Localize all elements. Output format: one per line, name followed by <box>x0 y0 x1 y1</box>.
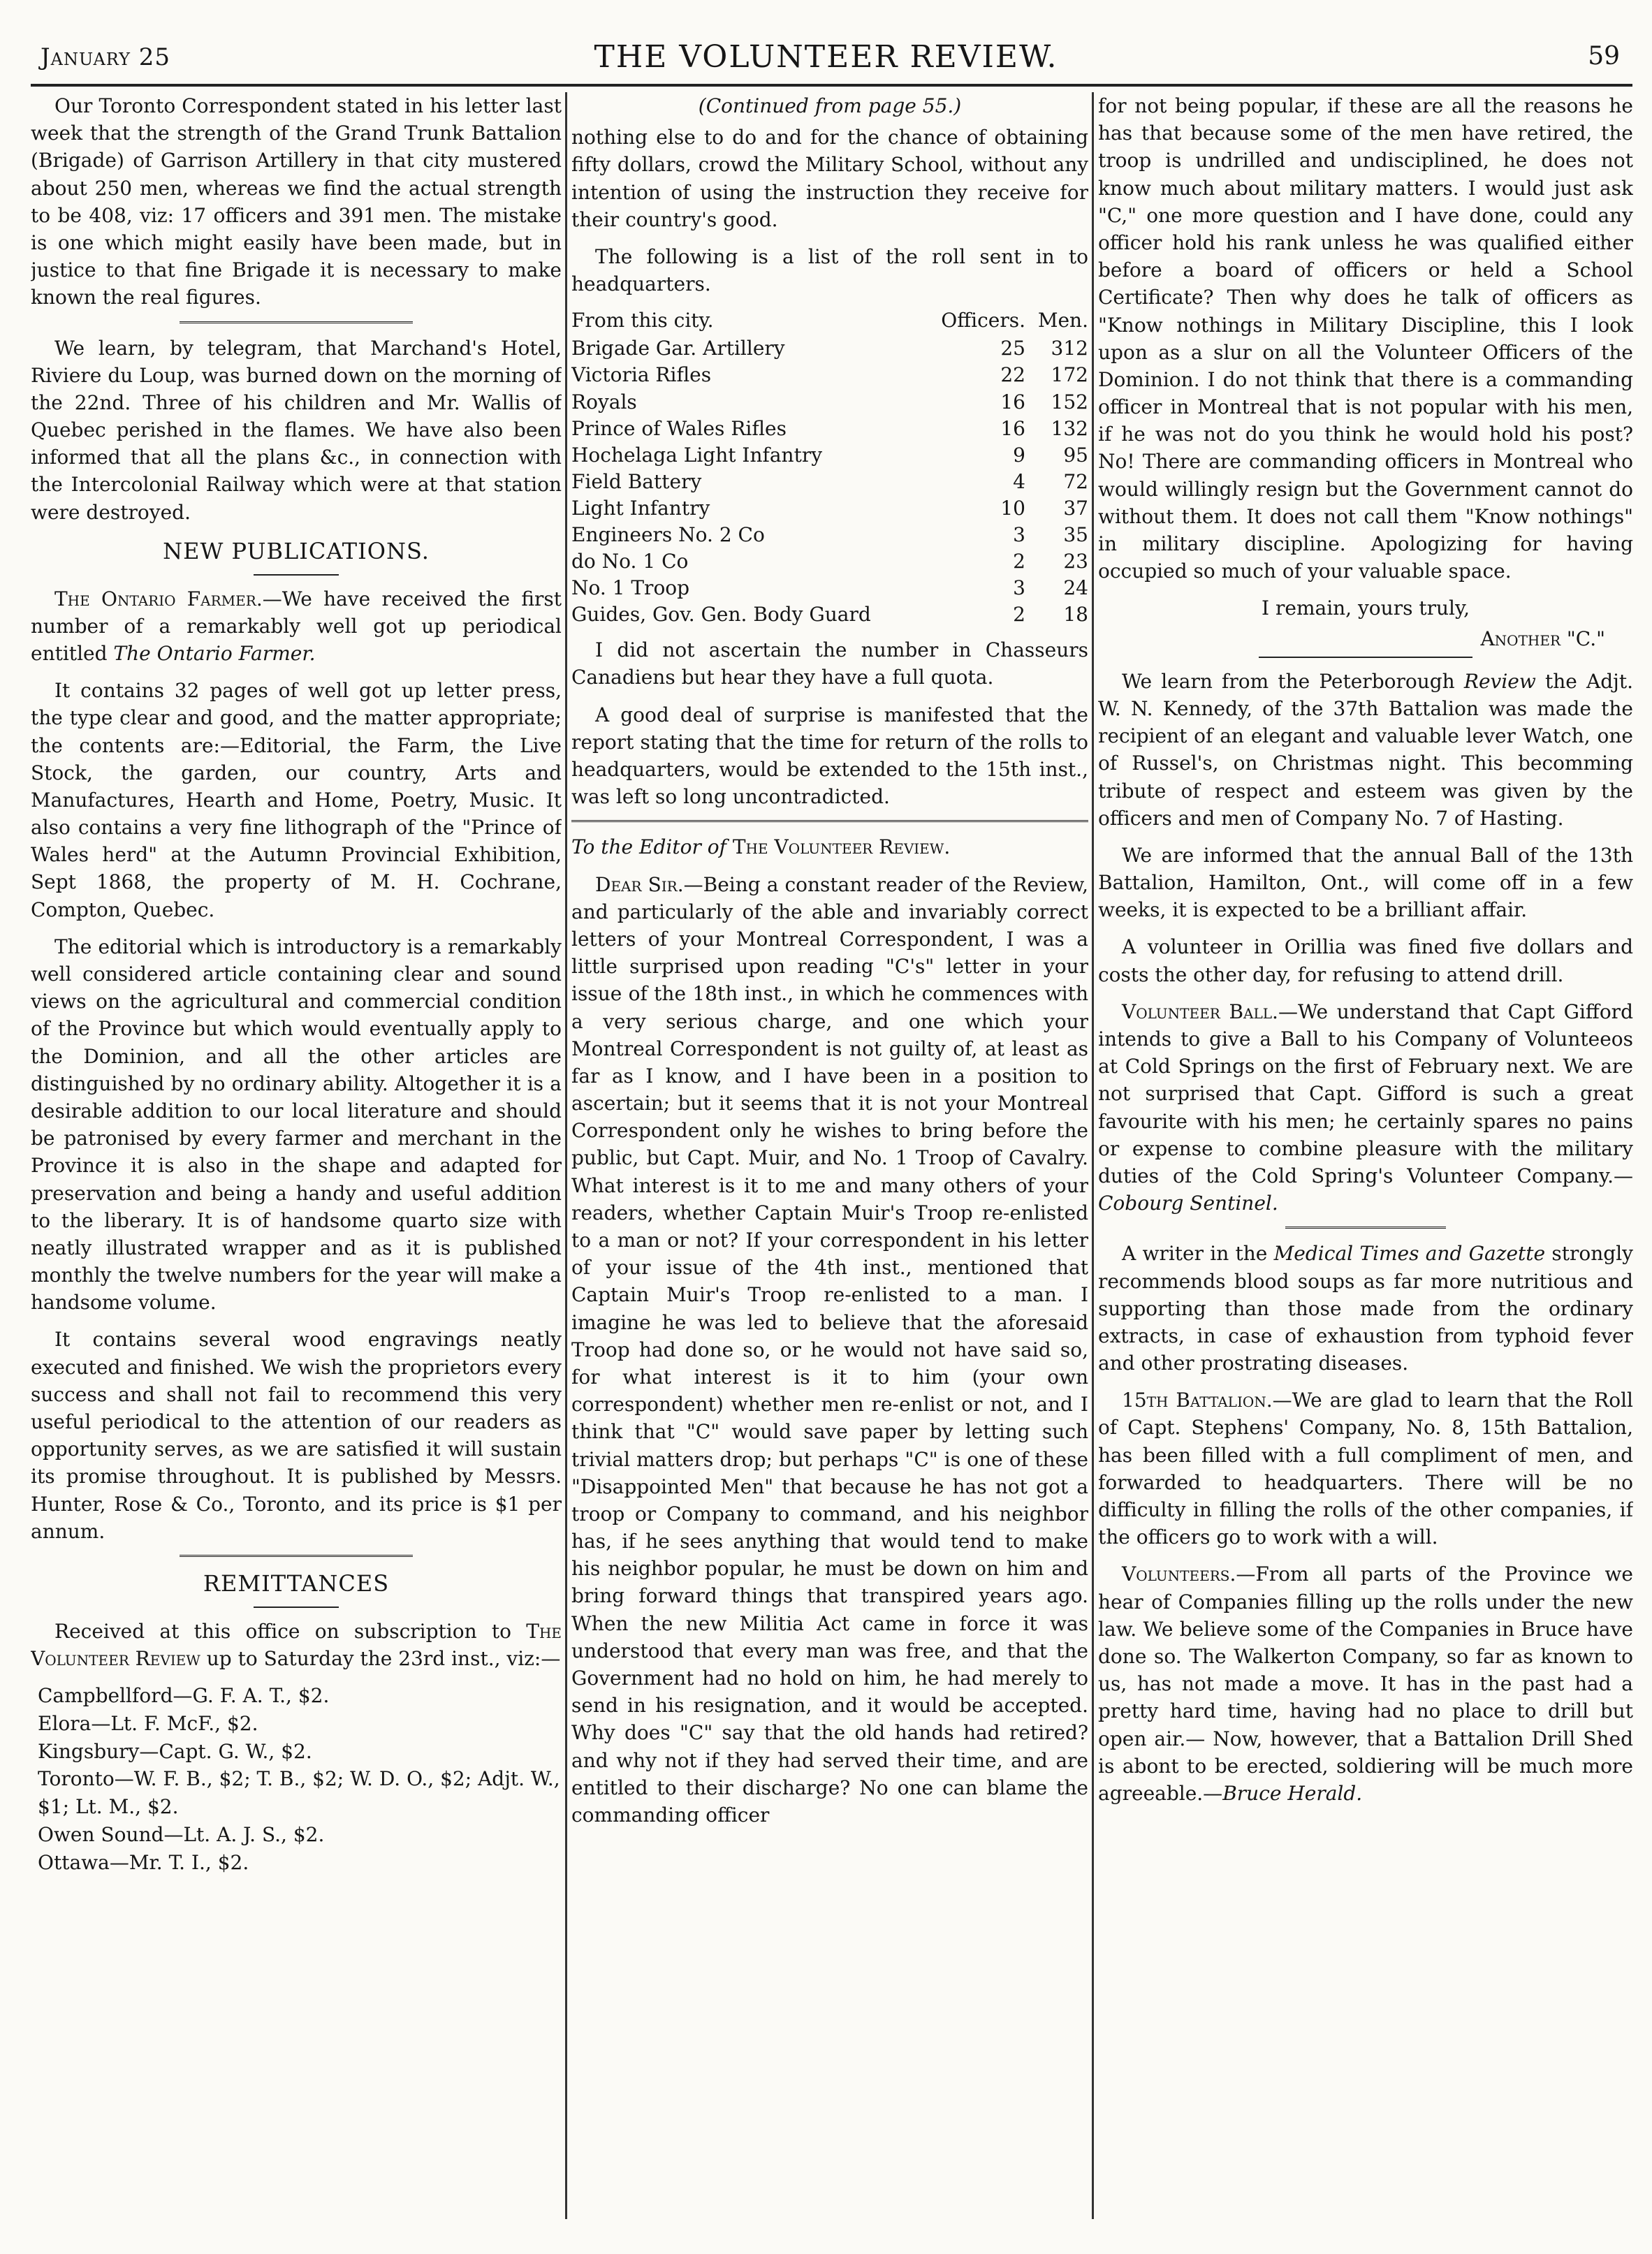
table-row: do No. 1 Co 2 23 <box>571 550 1088 573</box>
separator <box>254 1607 339 1608</box>
article-orillia: A volunteer in Orillia was fined five dollars and costs the other day, for refusing to attend drill. <box>1098 935 1633 986</box>
article-lead: Volunteer Ball. <box>1122 1000 1278 1023</box>
remittance-item: Kingsbury—Capt. G. W., $2. <box>38 1739 312 1763</box>
article-chasseurs: I did not ascertain the number in Chasseurs Canadiens but hear they have a full quota. <box>571 638 1088 689</box>
column-rule-1 <box>565 92 567 2219</box>
article-lead: The Ontario Farmer. <box>54 587 263 610</box>
roll-table <box>571 307 1088 628</box>
table-row: Guides, Gov. Gen. Body Guard 2 18 <box>571 603 1088 627</box>
issue-date: January 25 <box>41 43 171 71</box>
remittances-list <box>31 1682 562 1876</box>
table-row: Brigade Gar. Artillery 25 312 <box>571 337 1088 360</box>
table-row: Light Infantry 10 37 <box>571 496 1088 520</box>
table-row: Engineers No. 2 Co 3 35 <box>571 522 1088 546</box>
remittance-item: Owen Sound—Lt. A. J. S., $2. <box>38 1822 325 1846</box>
page-header <box>0 0 1652 77</box>
table-row: Field Battery 4 72 <box>571 469 1088 493</box>
column-rule-2 <box>1092 92 1094 2219</box>
article-surprise: A good deal of surprise is manifested that the report stating that the time for return of the rolls to headquarters, would be extended to the 15th inst., was left so long uncontradicted. <box>571 703 1088 809</box>
section-heading-remittances: REMITTANCES <box>203 1569 390 1597</box>
article-ball-13th: We are informed that the annual Ball of the 13th Battalion, Hamilton, Ont., will come off in a few weeks, it is expected to be a brilliant affair. <box>1098 843 1633 922</box>
table-row: Prince of Wales Rifles 16 132 <box>571 416 1088 440</box>
column-1 <box>31 92 562 2219</box>
column-3 <box>1098 92 1633 2219</box>
article-lead: Volunteers. <box>1122 1563 1236 1586</box>
letter-salutation: Dear Sir. <box>595 872 684 896</box>
article-farmer-contents: It contains 32 pages of well got up letter press, the type clear and good, and the matter appropriate; the contents are:—Editorial, the Farm, the Live Stock, the garden, our country, Arts and Manufactures, Hearth and Home, Poetry, Music. It also contains a very fine lithograph of the "Prince of Wales herd" at the Autumn Provincial Exhibition, Sept 1868, the property of M. H. Cochrane, Compton, Quebec. <box>31 679 562 921</box>
article-hotel-fire: We learn, by telegram, that Marchand's Hotel, Riviere du Loup, was burned down on the morning of the 22nd. Three of his children and Mr. Wallis of Quebec perished in the flames. We have also been informed that all the plans &c., in connection with the Intercolonial Railway which were at that station were destroyed. <box>31 336 562 524</box>
article-15th-battalion: 15th Battalion.—We are glad to learn that the Roll of Capt. Stephens' Company, No. 8, 15th Battalion, has been filled with a full compliment of men, and forwarded to headquarters. There will be no difficulty in filling the rolls of the other companies, if the officers go to work with a will. <box>1098 1389 1633 1549</box>
continued-note: (Continued from page 55.) <box>698 94 962 117</box>
table-header-row <box>571 307 1088 335</box>
letter-address: To the Editor of The Volunteer Review. <box>571 835 951 859</box>
column-2 <box>571 92 1088 2219</box>
separator <box>571 820 1088 824</box>
article-lead: 15th Battalion. <box>1122 1389 1273 1412</box>
article-toronto: Our Toronto Correspondent stated in his letter last week that the strength of the Grand Trunk Battalion (Brigade) of Garrison Artillery in that city mustered about 250 men, whereas we find the actual strength to be 408, viz: 17 officers and 391 men. The mistake is one which might easily have been made, but in justice to that fine Brigade it is necessary to make known the real figures. <box>31 94 562 309</box>
article-farmer-editorial: The editorial which is introductory is a remarkably well considered article containing clear and sound views on the agricultural and commercial condition of the Province but which would eventually apply to the Dominion, and all the other articles are distinguished by no ordinary ability. Altogether it is a desirable addition to our local literature and should be patronised by every farmer and merchant in the Province it is also in the shape and adapted for preservation and being a handy and useful addition to the liberary. It is of handsome quarto size with neatly illustrated wrapper and as it is published monthly the twelve numbers for the year will make a handsome volume. <box>31 935 562 1315</box>
article-volunteers: Volunteers.—From all parts of the Province we hear of Companies filling up the rolls under the new law. We believe some of the Companies in Bruce have done so. The Walkerton Company, so far as known to us, has not made a move. It has in the past had a pretty hard time, having had no place to drill but open air.— Now, however, that a Battalion Drill Shed is abont to be erected, soldiering will be much more agreeable.—Bruce Herald. <box>1098 1563 1633 1805</box>
page-number: 59 <box>1588 42 1620 71</box>
article-medical: A writer in the Medical Times and Gazette strongly recommends blood soups as far more nutritious and supporting than those made from the ordinary extracts, in case of exhaustion from typhoid fever and other prostrating diseases. <box>1098 1242 1633 1375</box>
letter-body-1: Dear Sir.—Being a constant reader of the Review, and particularly of the able and invariably correct letters of your Montreal Correspondent, I was a little surprised upon reading "C's" letter in your issue of the 18th inst., in which he commences with a very serious charge, and one which your Montreal Correspondent is not guilty of, at least as far as I know, and I have been in a position to ascertain; but it seems that it is not your Montreal Correspondent only he wishes to bring before the public, but Capt. Muir, and No. 1 Troop of Cavalry. What interest is it to me and many others of your readers, whether Captain Muir's Troop re-enlisted to a man or not? If your correspondent in his letter of your issue of the 4th inst., mentioned that Captain Muir's Troop re-enlisted to a man. I imagine he was led to believe that the aforesaid Troop had done so, or he would not have said so, for what interest is it to him (your own correspondent) whether men re-enlist or not, and I think that "C" would save paper by letting such trivial matters drop; but perhaps "C" is one of these "Disappointed Men" that because he has not got a troop or Company to command, and his neighbor has, if he sees anything that would tend to make his neighbor popular, he must be down on him and bring forward things that transpired years ago. When the new Militia Act came in force it was understood that every man was free, and that the Government had no hold on him, he had merely to send in his resignation, and it would be accepted. Why does "C" say that the old hands had retired? and why not if they had served their time, and are entitled to their discharge? No one can blame the commanding officer <box>571 872 1088 1827</box>
letter-body-2: for not being popular, if these are all the reasons he has that because some of the men have retired, the troop is undrilled and undisciplined, he does not know much about military matters. I would just ask "C," one more question and I have done, could any officer hold his rank unless he was qualified either before a board of officers or held a School Certificate? Then why does he talk of officers as "Know nothings in Military Discipline, this I look upon as a slur on all the Volunteer Officers of the Dominion. I do not think that there is a commanding officer in Montreal that is not popular with his men, if he was not do you think he would hold his post? No! There are commanding officers in Montreal who would willingly resign but the Government cannot do without them. It does not call them "Know nothings" in military discipline. Apologizing for having occupied so much of your valuable space. <box>1098 94 1633 583</box>
separator <box>1285 1227 1446 1230</box>
article-farmer-engravings: It contains several wood engravings neatly executed and finished. We wish the proprietors every success and shall not fail to recommend this very useful periodical to the attention of our readers as opportunity serves, as we are satisfied it will sustain its promise throughout. It is published by Messrs. Hunter, Rose & Co., Toronto, and its price is $1 per annum. <box>31 1328 562 1543</box>
column-header-officers: Officers. <box>941 309 1025 332</box>
letter-signoff: I remain, yours truly, <box>1262 597 1470 620</box>
article-peterborough: We learn from the Peterborough Review the Adjt. W. N. Kennedy, of the 37th Battalion was made the recipient of an elegant and valuable lever Watch, one of Russel's, on Christmas night. This becomming tribute of respect and esteem was given by the officers and men of Company No. 7 of Hasting. <box>1098 669 1633 830</box>
remittance-item: Elora—Lt. F. McF., $2. <box>38 1711 258 1735</box>
separator <box>254 574 339 576</box>
letter-signature: Another "C." <box>1480 627 1605 650</box>
remittance-item: Ottawa—Mr. T. I., $2. <box>38 1850 249 1874</box>
column-header-men: Men. <box>1037 309 1088 332</box>
masthead-title: THE VOLUNTEER REVIEW. <box>594 39 1058 75</box>
separator <box>1259 657 1472 658</box>
table-row: No. 1 Troop 3 24 <box>571 576 1088 600</box>
column-header-unit: From this city. <box>571 309 714 332</box>
separator <box>180 1555 413 1558</box>
article-farmer-intro: The Ontario Farmer.—We have received the first number of a remarkably well got up periodical entitled The Ontario Farmer. <box>31 587 562 665</box>
table-row: Royals 16 152 <box>571 390 1088 414</box>
article-volunteer-ball: Volunteer Ball.—We understand that Capt Gifford intends to give a Ball to his Company of Volunteeos at Cold Springs on the first of February next. We are not surprised that Capt. Gifford is such a great favourite with his men; he certainly spares no pains or expense to combine pleasure with the military duties of the Cold Spring's Volunteer Company.—Cobourg Sentinel. <box>1098 1000 1633 1215</box>
table-row: Victoria Rifles 22 172 <box>571 363 1088 387</box>
remittances-intro: Received at this office on subscription to The Volunteer Review up to Saturday the 23rd inst., viz:— <box>31 1619 562 1670</box>
separator <box>180 321 413 325</box>
article-continued: nothing else to do and for the chance of obtaining fifty dollars, crowd the Military School, without any intention of using the instruction they receive for their country's good. <box>571 126 1088 231</box>
table-row: Hochelaga Light Infantry 9 95 <box>571 443 1088 467</box>
remittance-item: Campbellford—G. F. A. T., $2. <box>38 1684 330 1708</box>
periodical-title: The Ontario Farmer. <box>113 641 316 665</box>
section-heading-publications: NEW PUBLICATIONS. <box>163 537 430 564</box>
roll-intro: The following is a list of the roll sent in to headquarters. <box>571 244 1088 296</box>
header-rule <box>31 84 1632 87</box>
remittance-item: Toronto—W. F. B., $2; T. B., $2; W. D. O., $2; Adjt. W., $1; Lt. M., $2. <box>38 1767 560 1819</box>
